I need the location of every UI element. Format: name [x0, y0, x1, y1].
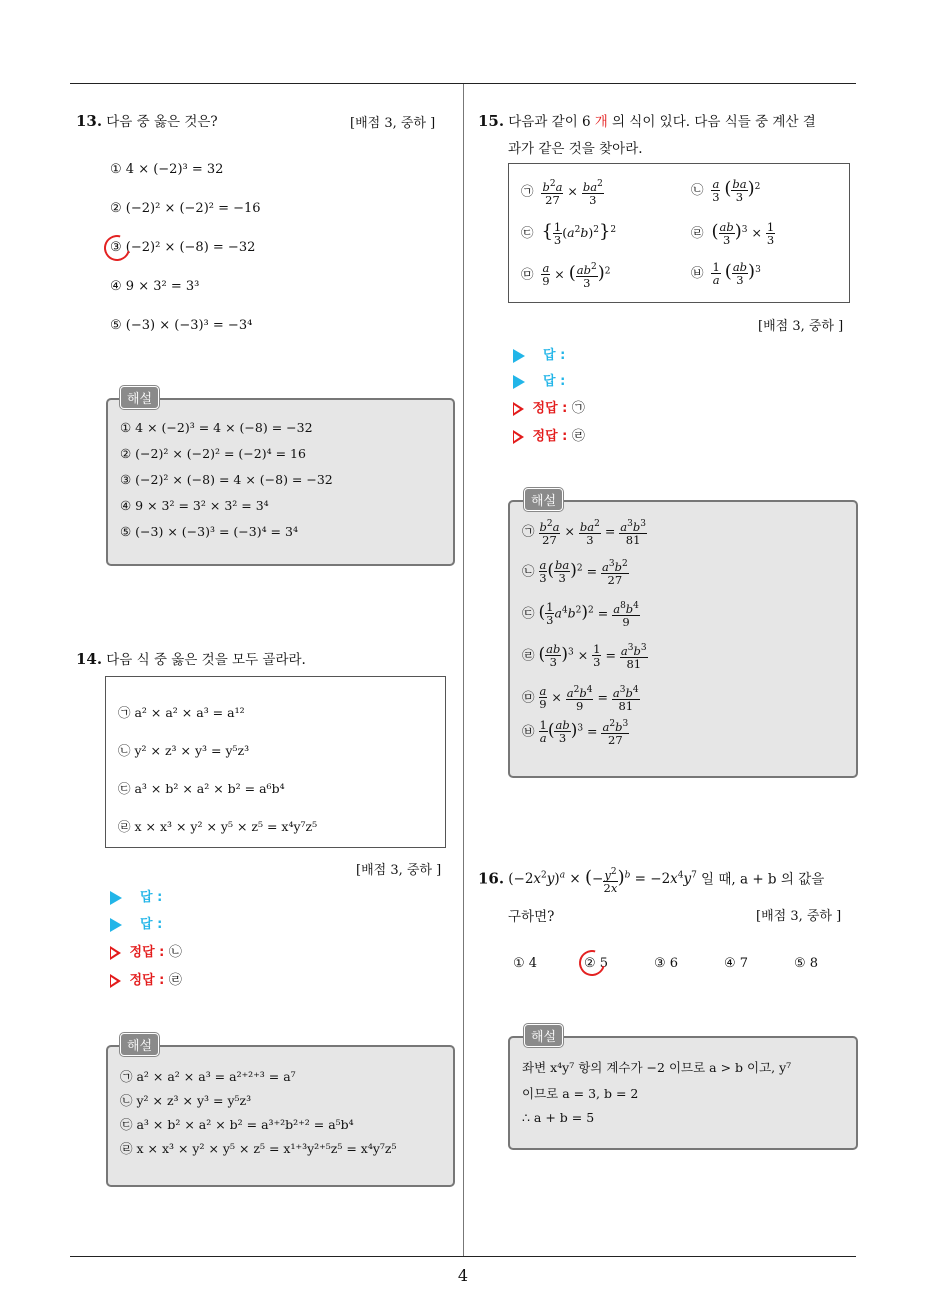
q16-sol-line-3: ∴ a + b = 5 [522, 1110, 595, 1125]
q15-item-mark: ㉥ [691, 265, 704, 280]
q15-item-5: ㉤ $\frac{a}{9}$ × ( $\frac{ab^2}{3}$ )$^2$ [521, 261, 611, 290]
q15-correct-value: ㉣ [571, 429, 585, 444]
q16-option-1[interactable]: ① 4 [513, 956, 538, 971]
q15-sol-line-6: ㉥ $\frac{1}{a}$ ( $\frac{ab}{3}$ )$^3$ = $\frac{a^2b^3}{27}$ [522, 718, 629, 747]
q14-sol-line-2: ㉡ y² × z³ × y³ = y⁵z³ [120, 1093, 252, 1108]
q14-sol-line-4: ㉣ x × x³ × y² × y⁵ × z⁵ = x¹⁺³y²⁺⁵z⁵ = x⁴y⁷z⁵ [120, 1141, 397, 1156]
q15-sol-mark: ㉢ [522, 605, 535, 621]
q15-correct-label: 정답 : [532, 401, 568, 416]
q13-solution-box [106, 398, 455, 566]
q14-item-1: ㉠ a² × a² × a³ = a¹² [118, 705, 245, 720]
q15-correct-value: ㉠ [571, 401, 585, 416]
q14-answer-label: 답 : [140, 890, 163, 905]
q14-correct-1 [110, 941, 182, 960]
q13-sol-line-4: ④ 9 × 3² = 3² × 3² = 3⁴ [120, 498, 269, 513]
page-number: 4 [457, 1266, 469, 1285]
q15-item-2: ㉡ $\frac{a}{3}$ ( $\frac{ba}{3}$ )$^2$ [691, 177, 761, 204]
q13-sol-line-3: ③ (−2)² × (−8) = 4 × (−8) = −32 [120, 472, 333, 487]
q16-option-2[interactable]: ② 5 [584, 956, 609, 971]
q14-correct-2 [110, 969, 182, 988]
q15-item-mark: ㉤ [521, 266, 534, 282]
q16-sol-line-1: 좌변 x⁴y⁷ 항의 계수가 −2 이므로 a > b 이고, y⁷ [522, 1060, 792, 1075]
q14-items-box [105, 676, 446, 848]
q15-sol-line-2: ㉡ $\frac{a}{3}$ ( $\frac{ba}{3}$ )$^2$ = $\frac{a^3b^2}{27}$ [522, 558, 628, 587]
q16-points: [배점 3, 중하 ] [756, 909, 842, 924]
q15-sol-line-5: ㉤ $\frac{a}{9}$ × $\frac{a^2b^4}{9}$ = $\frac{a^3b^4}{81}$ [522, 684, 639, 713]
q13-selected-circle [99, 230, 135, 266]
play-icon [513, 375, 525, 389]
q13-sol-line-1: ① 4 × (−2)³ = 4 × (−8) = −32 [120, 420, 313, 435]
q16-sol-line-2: 이므로 a = 3, b = 2 [522, 1086, 639, 1101]
q15-text-red: 개 [594, 114, 608, 130]
q13-solution-tag: 해설 [120, 386, 159, 409]
q13-number: 13. [76, 112, 103, 130]
q15-answer-2[interactable] [513, 370, 565, 389]
q14-text: 다음 식 중 옳은 것을 모두 골라라. [106, 652, 306, 668]
q14-item-3: ㉢ a³ × b² × a² × b² = a⁶b⁴ [118, 781, 285, 796]
q14-correct-label: 정답 : [129, 973, 165, 988]
outline-triangle-icon [110, 974, 121, 988]
q16-solution-box [508, 1036, 858, 1150]
q13-option-5[interactable]: ⑤ (−3) × (−3)³ = −3⁴ [110, 318, 253, 333]
q15-sol-mark: ㉤ [522, 689, 535, 705]
q15-item-mark: ㉠ [521, 183, 534, 199]
q14-correct-value: ㉡ [168, 945, 182, 960]
q15-sol-mark: ㉣ [522, 647, 535, 663]
q14-sol-line-1: ㉠ a² × a² × a³ = a²⁺²⁺³ = a⁷ [120, 1069, 296, 1084]
q15-solution-tag: 해설 [524, 488, 563, 511]
q13-option-1[interactable]: ① 4 × (−2)³ = 32 [110, 162, 224, 177]
q13-points: [배점 3, 중하 ] [350, 116, 436, 131]
q14-solution-tag: 해설 [120, 1033, 159, 1056]
q14-correct-value: ㉣ [168, 973, 182, 988]
q15-number: 15. [478, 112, 505, 130]
q16-text-tail: 일 때, a + b 의 값을 [701, 871, 825, 888]
q15-answer-label: 답 : [543, 348, 566, 363]
q15-text-2: 의 식이 있다. 다음 식들 중 계산 결 [611, 114, 816, 130]
q14-answer-2[interactable] [110, 913, 162, 932]
q13-text: 다음 중 옳은 것은? [106, 114, 218, 130]
column-divider [463, 84, 464, 1256]
q13-option-3[interactable]: ③ (−2)² × (−8) = −32 [110, 240, 256, 255]
q15-sol-line-1: ㉠ $\frac{b^2a}{27}$ × $\frac{ba^2}{3}$ = $\frac{a^3b^3}{81}$ [522, 519, 646, 547]
q15-item-6: ㉥ $\frac{1}{a}$ ( $\frac{ab}{3}$ )$^3$ [691, 260, 761, 287]
q15-item-4: ㉣ ( $\frac{ab}{3}$ )$^3$ × $\frac{1}{3}$ [691, 220, 775, 247]
q16-option-4[interactable]: ④ 7 [724, 956, 749, 971]
q14-number: 14. [76, 650, 103, 668]
q16-solution-tag: 해설 [524, 1024, 563, 1047]
q15-sol-line-3: ㉢ ( $\frac{1}{3}$ $a^4b^2)^2$ = $\frac{a^8b^4}{9}$ [522, 600, 639, 629]
q16-formula: $(-2x^2y)^a$ × (− $\frac{y^2}{2x}$ )$^b = -2x^4y^7$ [508, 867, 697, 895]
q15-item-mark: ㉣ [691, 225, 704, 240]
outline-triangle-icon [110, 946, 121, 960]
q14-header [76, 648, 306, 668]
play-icon [110, 918, 122, 932]
q14-answer-label: 답 : [140, 917, 163, 932]
q15-correct-1 [513, 397, 585, 416]
q15-correct-2 [513, 425, 585, 444]
q15-text-1: 다음과 같이 6 [508, 114, 591, 130]
q15-answer-1[interactable] [513, 344, 565, 363]
outline-triangle-icon [513, 402, 524, 416]
play-icon [513, 349, 525, 363]
q16-text-2: 구하면? [508, 909, 555, 925]
q15-sol-mark: ㉥ [522, 723, 535, 739]
q13-sol-line-5: ⑤ (−3) × (−3)³ = (−3)⁴ = 3⁴ [120, 524, 298, 539]
q13-sol-line-2: ② (−2)² × (−2)² = (−2)⁴ = 16 [120, 446, 306, 461]
q15-answer-label: 답 : [543, 374, 566, 389]
q15-item-mark: ㉡ [691, 182, 704, 197]
q13-option-4[interactable]: ④ 9 × 3² = 3³ [110, 279, 200, 294]
q14-solution-box [106, 1045, 455, 1187]
play-icon [110, 891, 122, 905]
q15-header [478, 110, 863, 130]
q16-option-3[interactable]: ③ 6 [654, 956, 679, 971]
q15-item-3: ㉢ { $\frac{1}{3}$ $(a^2b)^2\}^2$ [521, 220, 617, 247]
q15-points: [배점 3, 중하 ] [758, 319, 844, 334]
q16-option-5[interactable]: ⑤ 8 [794, 956, 819, 971]
outline-triangle-icon [513, 430, 524, 444]
q14-answer-1[interactable] [110, 886, 162, 905]
q14-correct-label: 정답 : [129, 945, 165, 960]
q15-text-3: 과가 같은 것을 찾아라. [508, 141, 643, 157]
q15-solution-box [508, 500, 858, 778]
q14-sol-line-3: ㉢ a³ × b² × a² × b² = a³⁺²b²⁺² = a⁵b⁴ [120, 1117, 354, 1132]
bottom-rule [70, 1256, 856, 1257]
q15-correct-label: 정답 : [532, 429, 568, 444]
q13-option-2[interactable]: ② (−2)² × (−2)² = −16 [110, 201, 261, 216]
q14-item-4: ㉣ x × x³ × y² × y⁵ × z⁵ = x⁴y⁷z⁵ [118, 819, 318, 834]
q13-header [76, 110, 218, 130]
q14-points: [배점 3, 중하 ] [356, 863, 442, 878]
q15-item-mark: ㉢ [521, 225, 534, 240]
q16-selected-circle [574, 945, 610, 981]
q16-number: 16. [478, 869, 505, 888]
q15-items-box [508, 163, 850, 303]
q15-item-1: ㉠ $\frac{b^2a}{27}$ × $\frac{ba^2}{3}$ [521, 179, 603, 207]
q15-sol-mark: ㉡ [522, 563, 535, 579]
q14-item-2: ㉡ y² × z³ × y³ = y⁵z³ [118, 743, 250, 758]
q15-sol-mark: ㉠ [522, 523, 535, 539]
q16-header [478, 866, 824, 894]
q15-sol-line-4: ㉣ ( $\frac{ab}{3}$ )$^3$ × $\frac{1}{3}$ = $\frac{a^3b^3}{81}$ [522, 642, 647, 671]
